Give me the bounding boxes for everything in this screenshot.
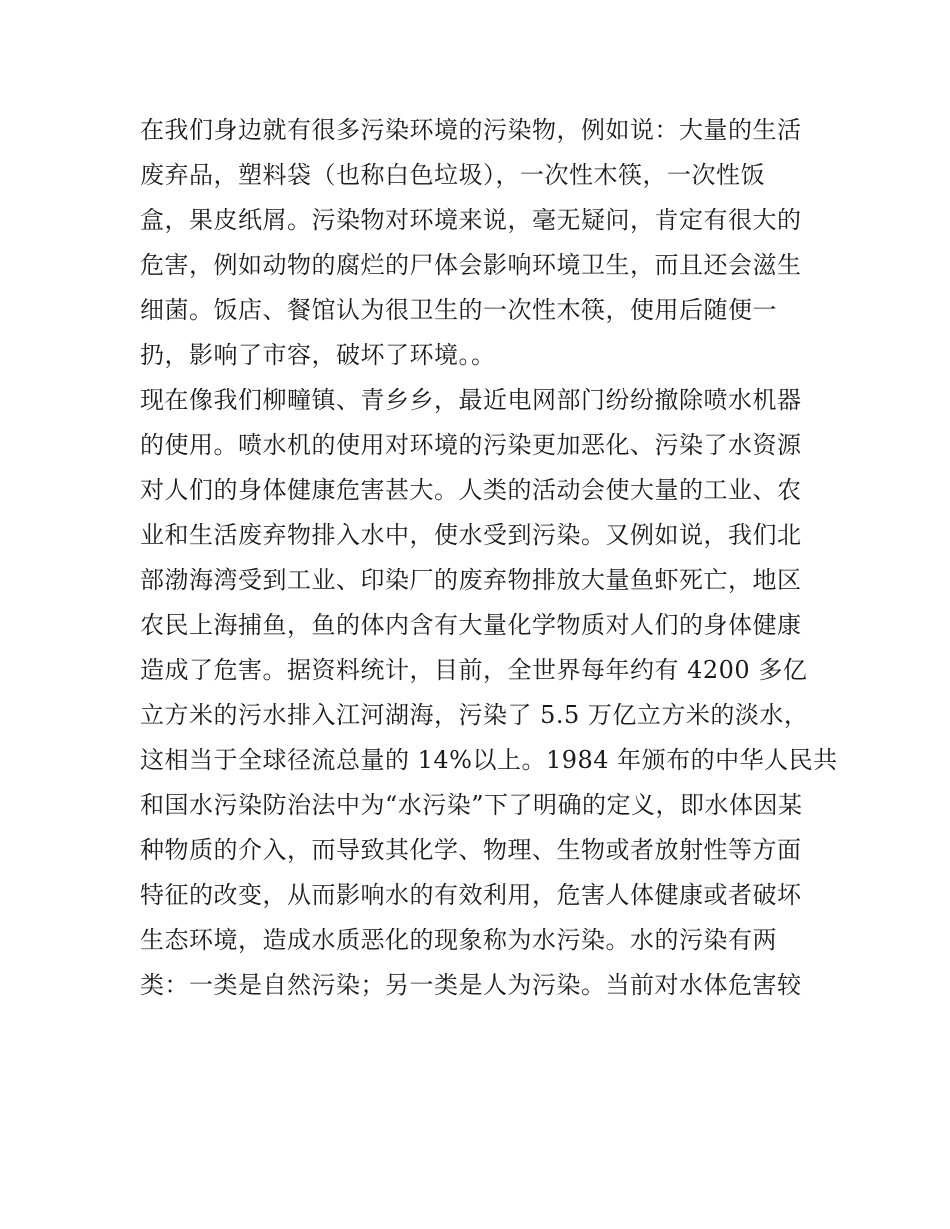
text-line: 的使用。喷水机的使用对环境的污染更加恶化、污染了水资源 [140,431,802,459]
text-line: 扔，影响了市容，破坏了环境。。 [140,341,496,369]
text-line: 废弃品，塑料袋（也称白色垃圾），一次性木筷，一次性饭 [140,161,765,189]
text-line: 盒，果皮纸屑。污染物对环境来说，毫无疑问，肯定有很大的 [140,206,802,234]
text-line: 和国水污染防治法中为“水污染”下了明确的定义，即水体因某 [140,791,803,819]
body-text [140,108,838,1008]
text-line: 特征的改变，从而影响水的有效利用，危害人体健康或者破坏 [140,881,802,909]
text-line: 现在像我们柳疃镇、青乡乡，最近电网部门纷纷撤除喷水机器 [140,386,802,414]
text-line: 种物质的介入，而导致其化学、物理、生物或者放射性等方面 [140,836,802,864]
paragraph-2 [140,378,838,1008]
text-line: 类：一类是自然污染；另一类是人为污染。当前对水体危害较 [140,971,802,999]
text-line: 危害，例如动物的腐烂的尸体会影响环境卫生，而且还会滋生 [140,251,802,279]
text-line: 对人们的身体健康危害甚大。人类的活动会使大量的工业、农 [140,476,802,504]
text-line: 业和生活废弃物排入水中，使水受到污染。又例如说，我们北 [140,521,802,549]
text-line: 部渤海湾受到工业、印染厂的废弃物排放大量鱼虾死亡，地区 [140,566,802,594]
text-line: 造成了危害。据资料统计，目前，全世界每年约有 4200 多亿 [140,656,808,684]
paragraph-1 [140,108,820,378]
text-line: 立方米的污水排入江河湖海，污染了 5.5 万亿立方米的淡水， [140,701,809,729]
text-line: 农民上海捕鱼，鱼的体内含有大量化学物质对人们的身体健康 [140,611,802,639]
text-line: 在我们身边就有很多污染环境的污染物，例如说：大量的生活 [140,116,802,144]
text-line: 这相当于全球径流总量的 14%以上。1984 年颁布的中华人民共 [140,746,838,774]
text-line: 细菌。饭店、餐馆认为很卫生的一次性木筷，使用后随便一 [140,296,777,324]
text-line: 生态环境，造成水质恶化的现象称为水污染。水的污染有两 [140,926,777,954]
